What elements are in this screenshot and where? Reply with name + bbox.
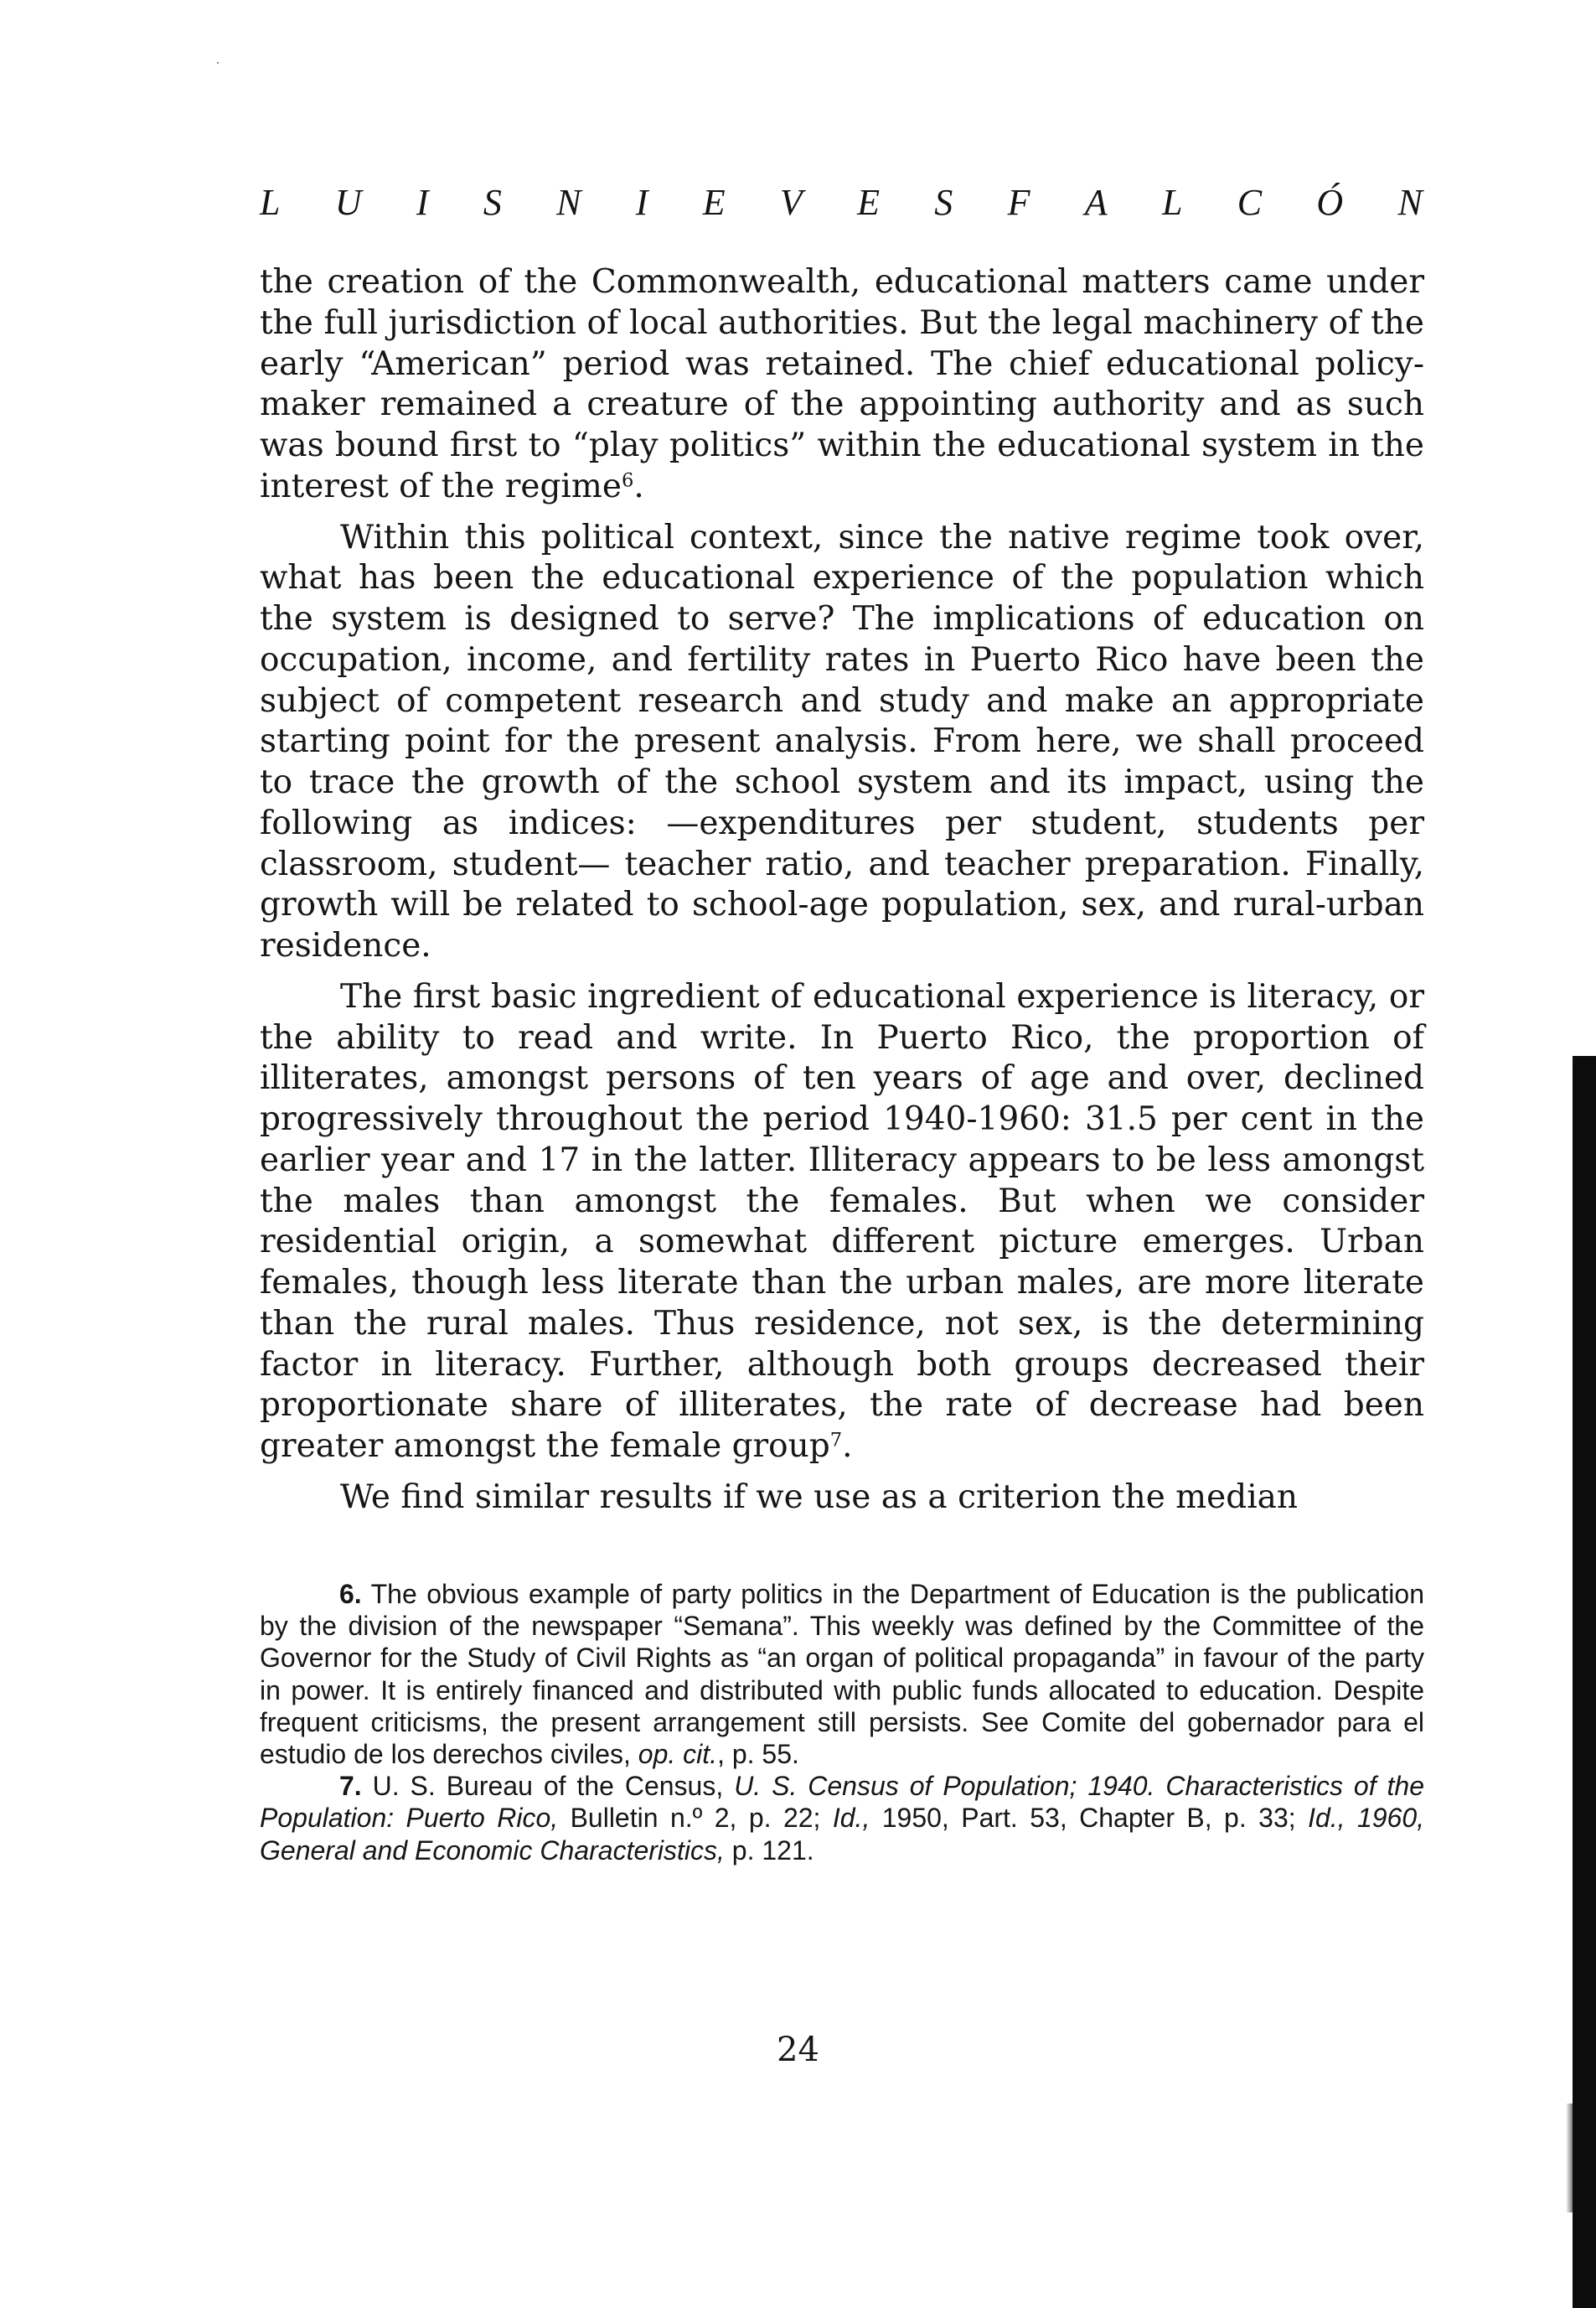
body-paragraph-4: We find similar results if we use as a criterion the median	[340, 1477, 1299, 1516]
running-head-letter: I	[416, 182, 429, 223]
running-head-letter: C	[1237, 182, 1263, 223]
running-head-letter: U	[334, 182, 362, 223]
body-paragraph-1: the creation of the Commonwealth, educational matters came under the full jurisdiction of local authorities. But the legal machinery of the early “American” period was retained. The chief educational policy-maker remained a creature of the appointing authority and as such was bound first to “play politics” within the educational system in the interest of the regime$^6$.	[260, 263, 1424, 505]
footnote-number: 7.	[339, 1771, 362, 1802]
footnote-number: 6.	[339, 1579, 362, 1609]
footnote-citation: op. cit.	[638, 1739, 718, 1770]
footnote-ref-7[interactable]: 7	[829, 1429, 843, 1452]
running-head-letter: S	[483, 182, 502, 223]
running-head-letter: I	[635, 182, 648, 223]
footnote-citation: U. S. Census of Population; 1940. Characteristics of the Population: Puerto Rico,	[260, 1771, 1425, 1834]
running-head-letter: F	[1007, 182, 1030, 223]
body-paragraph-3: The first basic ingredient of educational experience is literacy, or the ability to read and write. In Puerto Rico, the proportion of illiterates, amongst persons of ten years of age and over, declined progressively throughout the period 1940-1960: 31.5 per cent in the earlier year and 17 in the latter. Illiteracy appears to be less amongst the males than amongst the females. But when we consider residential origin, a somewhat different picture emerges. Urban females, though less literate than the urban males, are more literate than the rural males. Thus residence, not sex, is the determining factor in literacy. Further, although both groups decreased their proportionate share of illiterates, the rate of decrease had been greater amongst the female group$^7$.	[260, 977, 1424, 1465]
footnote-citation: Id., 1960, General and Economic Characteristics,	[260, 1803, 1425, 1866]
running-head-letter: L	[1161, 182, 1183, 223]
body-paragraph-2: Within this political context, since the native regime took over, what has been the educational experience of the population which the system is designed to serve? The implications of education on occupation, income, and fertility rates in Puerto Rico have been the subject of competent research and study and make an appropriate starting point for the present analysis. From here, we shall proceed to trace the growth of the school system and its impact, using the following as indices: —expenditures per student, students per classroom, student— teacher ratio, and teacher preparation. Finally, growth will be related to school-age population, sex, and rural-urban residence.	[260, 518, 1424, 965]
running-head-letter: N	[556, 182, 581, 223]
footnote-7: 7. U. S. Bureau of the Census, U. S. Census of Population; 1940. Characteristics of the Population: Puerto Rico, Bulletin n.º 2, p. 22; Id., 1950, Part. 53, Chapter B, p. 33; Id., 1960, General and Economic Characteristics, p. 121.	[260, 1771, 1425, 1866]
page-number: 24	[777, 2031, 819, 2069]
scan-speck	[217, 62, 219, 64]
running-head-letter: A	[1084, 182, 1108, 223]
footnote-citation: Id.,	[832, 1803, 870, 1834]
running-head-letter: Ó	[1316, 182, 1344, 223]
running-head	[260, 178, 1423, 228]
running-head-letter: E	[702, 182, 726, 223]
running-head-letter: L	[260, 182, 281, 223]
running-head-letter: E	[857, 182, 880, 223]
running-head-letter: N	[1397, 182, 1423, 223]
footnote-text: The obvious example of party politics in the Department of Education is the publication by the division of the newspaper “Semana”. This weekly was defined by the Committee of the Governor for the Study of Civil Rights as “an organ of political propaganda” in favour of the party in power. It is entirely financed and distributed with public funds allocated to education. Despite frequent criticisms, the present arrangement still persists. See Comite del gobernador para el estudio de los derechos civiles,	[260, 1579, 1425, 1770]
running-head-letter: S	[934, 182, 953, 223]
footnote-ref-6[interactable]: 6	[621, 469, 634, 492]
footnote-6: 6. The obvious example of party politics in the Department of Education is the publication by the division of the newspaper “Semana”. This weekly was defined by the Committee of the Governor for the Study of Civil Rights as “an organ of political propaganda” in favour of the party in power. It is entirely financed and distributed with public funds allocated to education. Despite frequent criticisms, the present arrangement still persists. See Comite del gobernador para el estudio de los derechos civiles, op. cit., p. 55.	[260, 1579, 1425, 1770]
scanned-page-edge	[1573, 1056, 1596, 2308]
body-text	[260, 262, 1424, 1519]
footnotes	[260, 1578, 1424, 1866]
running-head-letter: V	[779, 182, 803, 223]
